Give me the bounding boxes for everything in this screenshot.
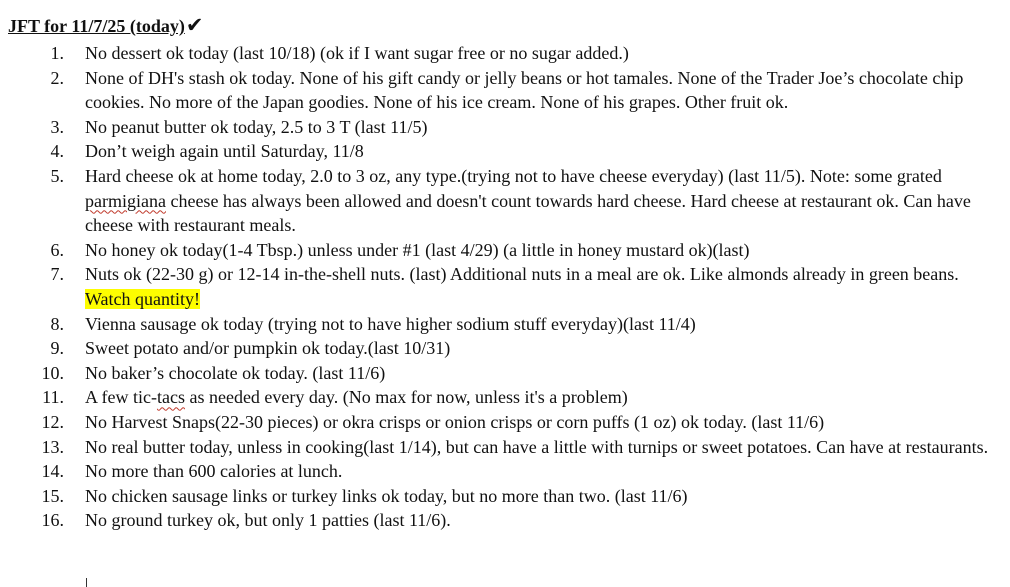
list-item-text: No chicken sausage links or turkey links ok today, but no more than two. (last 11/6) <box>85 485 688 506</box>
list-item <box>0 484 1010 509</box>
checkmark-icon: ✔ <box>185 13 204 37</box>
list-item-number: 6. <box>50 239 64 260</box>
list-item-text: No peanut butter ok today, 2.5 to 3 T (last 11/5) <box>85 116 428 137</box>
list-item <box>0 66 1010 115</box>
list-item-number: 12. <box>41 411 64 432</box>
list-item-number: 5. <box>50 165 64 186</box>
list-item-text: Hard cheese ok at home today, 2.0 to 3 oz, any type.(trying not to have cheese everyday) (last 11/5). Note: some grated <box>85 165 942 186</box>
document-title <box>8 13 203 38</box>
list-item-number: 8. <box>50 313 64 334</box>
spellcheck-flagged-word: parmigiana <box>85 190 166 211</box>
list-item <box>0 459 1010 484</box>
list-item-number: 9. <box>50 338 64 359</box>
list-item-number: 14. <box>41 461 64 482</box>
list-item-number: 4. <box>50 141 64 162</box>
list-item <box>0 336 1010 361</box>
list-item-number: 2. <box>50 67 64 88</box>
list-item-text: cheese has always been allowed and doesn't count towards hard cheese. Hard cheese at restaurant ok. Can have cheese with restaurant meals. <box>85 190 971 236</box>
list-item-text: as needed every day. (No max for now, unless it's a problem) <box>184 387 628 408</box>
list-item-text: Don’t weigh again until Saturday, 11/8 <box>85 141 364 162</box>
list-item-number: 16. <box>41 510 64 531</box>
list-item <box>0 139 1010 164</box>
list-item-number: 3. <box>50 116 64 137</box>
list-item <box>0 238 1010 263</box>
list-item-text: No dessert ok today (last 10/18) (ok if I want sugar free or no sugar added.) <box>85 43 629 63</box>
list-item-number: 1. <box>50 43 64 63</box>
text-cursor <box>86 578 87 587</box>
list-item-text: No ground turkey ok, but only 1 patties (last 11/6). <box>85 510 451 531</box>
spellcheck-flagged-word: tacs <box>156 387 185 408</box>
list-item-number: 11. <box>42 387 64 408</box>
list-item <box>0 41 1010 66</box>
list-item-number: 15. <box>41 485 64 506</box>
list-item <box>0 164 1010 238</box>
list-item <box>0 385 1010 410</box>
list-item-text: No more than 600 calories at lunch. <box>85 461 343 482</box>
numbered-list <box>0 41 1010 533</box>
highlighted-text: Watch quantity! <box>85 288 201 309</box>
list-item <box>0 410 1010 435</box>
list-item <box>0 262 1010 311</box>
list-item-number: 10. <box>41 362 64 383</box>
list-item-text: Vienna sausage ok today (trying not to have higher sodium stuff everyday)(last 11/4) <box>85 313 696 334</box>
list-item <box>0 508 1010 533</box>
list-item-text: No honey ok today(1-4 Tbsp.) unless under #1 (last 4/29) (a little in honey mustard ok)(last) <box>85 239 750 260</box>
list-item-number: 7. <box>50 264 64 285</box>
title-text: JFT for 11/7/25 (today) <box>8 16 185 36</box>
list-item-text: A few tic- <box>85 387 157 408</box>
list-item <box>0 312 1010 337</box>
list-item-text: Sweet potato and/or pumpkin ok today.(last 10/31) <box>85 338 451 359</box>
list-item-number: 13. <box>41 436 64 457</box>
list-item-text: No Harvest Snaps(22-30 pieces) or okra crisps or onion crisps or corn puffs (1 oz) ok today. (last 11/6) <box>85 411 825 432</box>
list-item-text: Nuts ok (22-30 g) or 12-14 in-the-shell nuts. (last) Additional nuts in a meal are ok. Like almonds already in green beans. <box>85 264 959 285</box>
list-item-text: None of DH's stash ok today. None of his gift candy or jelly beans or hot tamales. None of the Trader Joe’s chocolate chip cookies. No more of the Japan goodies. None of his ice cream. None of his grapes. Other fruit ok. <box>85 67 964 113</box>
list-item <box>0 435 1010 460</box>
list-item-text: No real butter today, unless in cooking(last 1/14), but can have a little with turnips or sweet potatoes. Can have at restaurants. <box>85 436 989 457</box>
list-item <box>0 115 1010 140</box>
list-item-text: No baker’s chocolate ok today. (last 11/6) <box>85 362 386 383</box>
list-item <box>0 361 1010 386</box>
